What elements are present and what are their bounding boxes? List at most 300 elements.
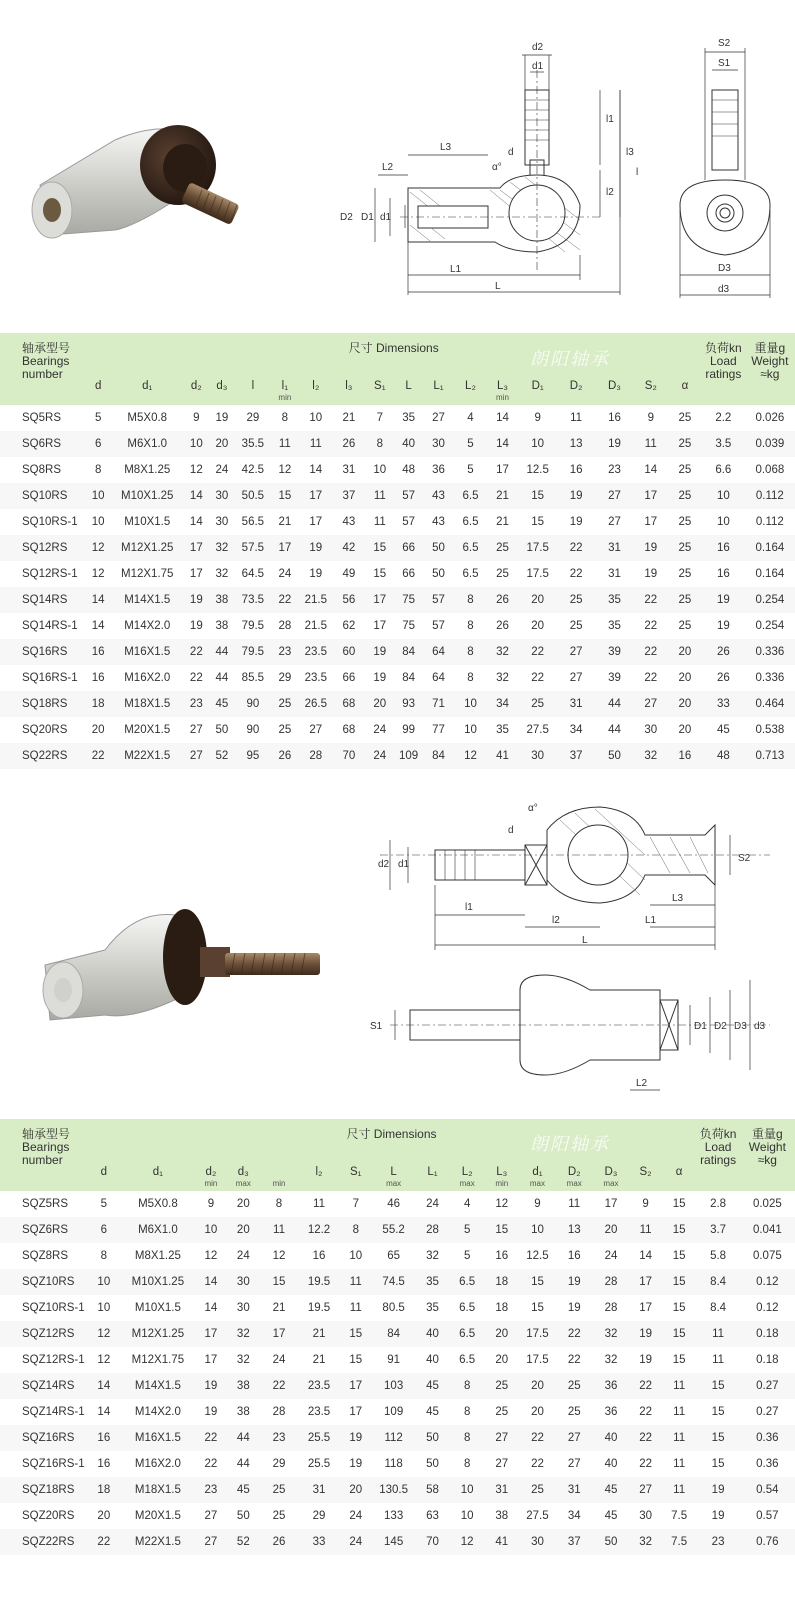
table-cell: M18X1.5 xyxy=(121,1477,195,1503)
bearing-model: SQZ12RS-1 xyxy=(22,1354,85,1366)
table-cell: 35 xyxy=(595,587,633,613)
table-row xyxy=(0,1503,795,1529)
product-photo-sqz xyxy=(35,895,330,1035)
table-cell: 37 xyxy=(557,743,595,769)
table-cell: 60 xyxy=(333,639,365,665)
table-cell: 9 xyxy=(207,1198,215,1210)
table-cell: 32 xyxy=(486,639,518,665)
bearing-model: SQZ6RS xyxy=(0,1217,87,1243)
table-cell: 6.6 xyxy=(715,464,732,476)
table-cell: 34 xyxy=(569,724,583,736)
bearing-model: SQ16RS-1 xyxy=(22,672,78,684)
table-cell: 32 xyxy=(227,1321,259,1347)
table-cell: 24 xyxy=(365,743,395,769)
table-row xyxy=(0,1191,795,1217)
label-S2-2: S2 xyxy=(738,853,751,864)
table-cell: 32 xyxy=(604,1354,618,1366)
table-cell: 8 xyxy=(340,1217,372,1243)
table-cell: 22 xyxy=(644,620,658,632)
table-cell: 22 xyxy=(195,1425,227,1451)
label-l: l xyxy=(636,167,639,178)
table-cell: 25 xyxy=(567,1406,581,1418)
table-cell: 8 xyxy=(100,1250,108,1262)
table-cell: 15 xyxy=(662,1217,697,1243)
table-cell: M20X1.5 xyxy=(124,724,171,736)
table-cell: 20 xyxy=(236,1198,250,1210)
table-cell: 15 xyxy=(519,1269,556,1295)
col-header: S₂ xyxy=(629,1149,661,1191)
table-cell: 25 xyxy=(495,1406,509,1418)
bearing-model: SQ14RS-1 xyxy=(22,620,78,632)
table-cell: 68 xyxy=(333,691,365,717)
table-row xyxy=(0,1477,795,1503)
table-cell: 22 xyxy=(85,743,111,769)
table-cell: 133 xyxy=(384,1510,404,1522)
table-cell: 7.5 xyxy=(671,1510,688,1522)
table-cell: M10X1.5 xyxy=(124,516,171,528)
table-cell: M12X1.25 xyxy=(111,535,184,561)
table-cell: 14 xyxy=(97,1406,111,1418)
table-row xyxy=(0,1243,795,1269)
table-cell: 18 xyxy=(495,1302,509,1314)
table-cell: 30 xyxy=(639,1510,652,1522)
table-cell: 8 xyxy=(450,1373,485,1399)
table-cell: 25 xyxy=(278,724,292,736)
table-cell: 31 xyxy=(342,464,356,476)
table-cell: 14 xyxy=(85,587,111,613)
table-cell: 12 xyxy=(97,1354,111,1366)
table-cell: M16X1.5 xyxy=(121,1425,195,1451)
table-cell: 6.5 xyxy=(459,1354,476,1366)
table-cell: 50 xyxy=(432,568,445,580)
table-cell: 27 xyxy=(595,483,633,509)
table-cell: 14 xyxy=(195,1269,227,1295)
table-cell: 15 xyxy=(518,483,556,509)
table-cell: 20 xyxy=(678,672,692,684)
table-cell: 12 xyxy=(189,464,203,476)
table-cell: 34 xyxy=(486,691,518,717)
table-cell: 11 xyxy=(313,1198,325,1210)
table-cell: 6.5 xyxy=(459,1302,476,1314)
bearing-model: SQ18RS xyxy=(0,691,85,717)
table-cell: 25.5 xyxy=(307,1458,331,1470)
table-cell: 16 xyxy=(702,535,745,561)
table-cell: 21 xyxy=(496,516,509,528)
table-cell: 24 xyxy=(373,724,387,736)
table-cell: 19 xyxy=(340,1425,372,1451)
table-cell: 27 xyxy=(634,691,668,717)
table-cell: 0.336 xyxy=(745,639,795,665)
table-cell: 50 xyxy=(236,1510,250,1522)
table-cell: 31 xyxy=(557,691,595,717)
table-cell: 22 xyxy=(556,1321,593,1347)
table-cell: 10 xyxy=(716,516,730,528)
table-cell: 30 xyxy=(209,483,235,509)
label-d1-side: d1 xyxy=(380,212,392,223)
table-cell: 38 xyxy=(236,1406,250,1418)
product-photo-sq xyxy=(20,110,265,260)
table-cell: 109 xyxy=(395,743,423,769)
label-D1: D1 xyxy=(361,212,374,223)
table-cell: 23 xyxy=(696,1529,739,1555)
table-cell: 20 xyxy=(91,724,105,736)
col-header: l xyxy=(235,363,271,405)
table-cell: 29 xyxy=(312,1510,326,1522)
table-cell: 8 xyxy=(454,639,486,665)
table-cell: 0.026 xyxy=(755,412,785,424)
table-row xyxy=(0,1269,795,1295)
table-cell: 0.713 xyxy=(745,743,795,769)
table-cell: 22 xyxy=(271,587,299,613)
table-cell: 27 xyxy=(204,1510,218,1522)
table-cell: 25 xyxy=(271,691,299,717)
table-cell: 30 xyxy=(518,743,556,769)
table-cell: 23 xyxy=(608,464,621,476)
table-row xyxy=(0,1529,795,1555)
table-cell: 20 xyxy=(518,587,556,613)
table-cell: 15 xyxy=(484,1217,519,1243)
table-cell: 52 xyxy=(209,743,235,769)
table-cell: 65 xyxy=(387,1250,401,1262)
table-cell: 8.4 xyxy=(696,1269,739,1295)
table-cell: M16X2.0 xyxy=(124,672,171,684)
table-cell: 28 xyxy=(415,1217,450,1243)
table-cell: 20 xyxy=(340,1477,372,1503)
bearing-model: SQ5RS xyxy=(22,412,61,424)
table-cell: 40 xyxy=(604,1458,618,1470)
table-cell: 0.254 xyxy=(745,587,795,613)
table-cell: 11 xyxy=(365,483,395,509)
table-cell: 4 xyxy=(463,1198,471,1210)
table-cell: 22 xyxy=(639,1406,652,1418)
table-cell: 16 xyxy=(608,412,621,424)
table-cell: 10 xyxy=(195,1217,227,1243)
table-cell: 23 xyxy=(271,639,299,665)
table-cell: 19 xyxy=(189,620,203,632)
table-cell: 64.5 xyxy=(241,568,265,580)
table-cell: 26 xyxy=(496,620,509,632)
table-cell: 0.12 xyxy=(740,1269,795,1295)
table-cell: 30 xyxy=(422,431,454,457)
table-row xyxy=(0,457,795,483)
table-cell: 25 xyxy=(668,535,702,561)
table-cell: 63 xyxy=(426,1510,439,1522)
table-cell: 4 xyxy=(467,412,474,424)
table-cell: 19 xyxy=(349,1458,363,1470)
table-row xyxy=(0,561,795,587)
table-cell: 15 xyxy=(531,1302,544,1314)
col-header: α xyxy=(662,1149,697,1191)
table-cell: 12.5 xyxy=(526,464,549,476)
table-cell: 19 xyxy=(365,639,395,665)
table-cell: 26 xyxy=(333,431,365,457)
table-cell: 31 xyxy=(484,1477,519,1503)
technical-drawing-sqz-top xyxy=(370,965,780,1105)
table-cell: 27.5 xyxy=(526,1510,549,1522)
label-L: L xyxy=(495,281,501,292)
table-cell: 16 xyxy=(716,568,730,580)
table-cell: 24 xyxy=(272,1354,286,1366)
col-header: L₁ xyxy=(415,1149,450,1191)
table-cell: 23.5 xyxy=(307,1406,331,1418)
col-header: L₂ max xyxy=(450,1149,485,1191)
table-cell: 12.5 xyxy=(526,1250,549,1262)
label-S2: S2 xyxy=(718,38,731,49)
table-cell: 19 xyxy=(696,1477,739,1503)
table-cell: 29 xyxy=(278,672,292,684)
table-cell: 130.5 xyxy=(372,1477,415,1503)
table-cell: 22 xyxy=(629,1373,661,1399)
table-cell: 19 xyxy=(639,1354,652,1366)
table-cell: 17.5 xyxy=(518,535,556,561)
table-cell: 11 xyxy=(662,1425,697,1451)
table-cell: 19 xyxy=(299,535,333,561)
table-cell: 109 xyxy=(384,1406,404,1418)
table-cell: 25 xyxy=(678,516,692,528)
col-header: S₂ xyxy=(634,363,668,405)
table-cell: 27 xyxy=(567,1458,581,1470)
table-cell: 10 xyxy=(702,483,745,509)
col-header: d xyxy=(85,363,111,405)
table-cell: 50 xyxy=(215,724,229,736)
table-cell: 11 xyxy=(299,431,333,457)
table-cell: M16X1.5 xyxy=(111,639,184,665)
col-header: l₁ min xyxy=(271,363,299,405)
table-cell: 25 xyxy=(519,1477,556,1503)
label-D3-2: D3 xyxy=(734,1021,747,1032)
table-cell: 3.5 xyxy=(702,431,745,457)
table-cell: M10X1.5 xyxy=(134,1302,181,1314)
table-cell: 6 xyxy=(85,431,111,457)
col-header: L xyxy=(395,363,423,405)
table-cell: 99 xyxy=(402,724,416,736)
table-cell: 25 xyxy=(557,587,595,613)
table-cell: 57 xyxy=(432,620,445,632)
table-cell: 14 xyxy=(496,412,509,424)
table-cell: 62 xyxy=(342,620,356,632)
table-cell: 45 xyxy=(209,691,235,717)
col-header-weight-2: 重量g Weight ≈kg xyxy=(740,1119,795,1191)
table-cell: 10 xyxy=(460,1510,474,1522)
table-cell: 22 xyxy=(189,672,203,684)
table-cell: 25 xyxy=(668,431,702,457)
table-cell: 36 xyxy=(593,1373,630,1399)
table-row xyxy=(0,587,795,613)
table-cell: 7 xyxy=(376,412,384,424)
table-cell: 17 xyxy=(644,516,658,528)
bearing-model: SQZ5RS xyxy=(22,1198,69,1210)
table-cell: 19.5 xyxy=(307,1302,331,1314)
table-cell: 26 xyxy=(260,1529,299,1555)
table-cell: 66 xyxy=(342,672,356,684)
table-cell: 57.5 xyxy=(235,535,271,561)
table-cell: 8 xyxy=(467,672,474,684)
table-cell: 19 xyxy=(557,483,595,509)
table-cell: 17 xyxy=(629,1269,661,1295)
table-cell: 30 xyxy=(215,516,229,528)
table-cell: 90 xyxy=(246,724,260,736)
table-cell: 10 xyxy=(97,1302,111,1314)
table-cell: 22 xyxy=(531,1458,544,1470)
table-cell: 15 xyxy=(365,535,395,561)
table-cell: 14 xyxy=(644,464,658,476)
table-cell: 12 xyxy=(85,535,111,561)
table-cell: 14 xyxy=(204,1302,218,1314)
table-cell: 52 xyxy=(227,1529,259,1555)
table-cell: 20 xyxy=(668,691,702,717)
table-cell: 22 xyxy=(519,1425,556,1451)
label-d2-2: d2 xyxy=(378,859,390,870)
table-cell: 66 xyxy=(402,568,416,580)
table-cell: 10 xyxy=(450,1477,485,1503)
table-cell: 22 xyxy=(569,568,583,580)
table-cell: 26 xyxy=(486,587,518,613)
table-cell: 32 xyxy=(634,743,668,769)
table-cell: 11 xyxy=(662,1373,697,1399)
table-cell: 5 xyxy=(454,431,486,457)
col-header-model-2: 轴承型号 Bearings number xyxy=(0,1119,87,1191)
table-cell: 0.76 xyxy=(740,1529,795,1555)
col-header: D₁ xyxy=(518,363,556,405)
table-cell: 20 xyxy=(519,1373,556,1399)
bearing-model: SQ22RS xyxy=(0,743,85,769)
table-cell: 11 xyxy=(634,431,668,457)
bearing-model: SQ10RS xyxy=(0,483,85,509)
bearing-model: SQZ22RS xyxy=(0,1529,87,1555)
table-cell: 24 xyxy=(349,1510,363,1522)
table-cell: 30 xyxy=(644,724,658,736)
table-cell: M5X0.8 xyxy=(138,1198,178,1210)
table-row xyxy=(0,639,795,665)
table-cell: 17.5 xyxy=(526,1354,549,1366)
table-cell: 10 xyxy=(87,1269,122,1295)
technical-drawing-sq-front xyxy=(670,30,780,305)
label-L3-2: L3 xyxy=(672,893,684,904)
table-cell: 85.5 xyxy=(241,672,265,684)
table-cell: 44 xyxy=(227,1425,259,1451)
table-cell: 24 xyxy=(236,1250,250,1262)
table-cell: 7 xyxy=(352,1198,359,1210)
table-row xyxy=(0,665,795,691)
table-row xyxy=(0,509,795,535)
dimensions-title: 尺寸 Dimensions xyxy=(85,333,702,363)
table-cell: 0.164 xyxy=(755,568,785,580)
table-cell: 26 xyxy=(271,743,299,769)
table-cell: 19 xyxy=(567,1302,581,1314)
table-cell: 44 xyxy=(236,1458,250,1470)
table-cell: 17 xyxy=(340,1373,372,1399)
table-cell: 84 xyxy=(402,672,416,684)
table-cell: 38 xyxy=(215,620,229,632)
table-cell: 5 xyxy=(463,1250,471,1262)
table-cell: 6.5 xyxy=(454,535,486,561)
table-cell: 0.27 xyxy=(756,1406,779,1418)
technical-drawing-sqz-side xyxy=(370,795,780,960)
table-cell: 30 xyxy=(519,1529,556,1555)
table-cell: 0.336 xyxy=(755,672,785,684)
label-l2: l2 xyxy=(606,187,614,198)
table-cell: 50 xyxy=(595,743,633,769)
table-cell: 19.5 xyxy=(298,1269,339,1295)
table-cell: M12X1.25 xyxy=(121,1321,195,1347)
table-cell: M6X1.0 xyxy=(111,431,184,457)
table-cell: 21 xyxy=(298,1321,339,1347)
table-cell: 18 xyxy=(85,691,111,717)
table-cell: 75 xyxy=(395,587,423,613)
table-cell: 22 xyxy=(557,535,595,561)
table-cell: M10X1.25 xyxy=(121,1269,195,1295)
table-cell: 15 xyxy=(340,1321,372,1347)
table-cell: 23.5 xyxy=(304,672,327,684)
table-cell: 35 xyxy=(426,1302,439,1314)
table-cell: 45 xyxy=(227,1477,259,1503)
table-cell: 57 xyxy=(402,516,416,528)
table-cell: 39 xyxy=(595,639,633,665)
table-cell: 5 xyxy=(450,1217,485,1243)
bearing-model: SQZ14RS-1 xyxy=(22,1406,85,1418)
table-cell: 3.7 xyxy=(696,1217,739,1243)
label-L1: L1 xyxy=(450,264,462,275)
table-cell: 35 xyxy=(608,620,621,632)
table-cell: 22 xyxy=(204,1458,218,1470)
table-cell: 9 xyxy=(642,1198,649,1210)
table-cell: 38 xyxy=(227,1373,259,1399)
table-row xyxy=(0,535,795,561)
table-cell: 43 xyxy=(342,516,356,528)
table-cell: 17 xyxy=(349,1406,363,1418)
table-cell: 28 xyxy=(604,1302,618,1314)
table-cell: 19 xyxy=(373,672,387,684)
table-cell: 21 xyxy=(342,412,356,424)
table-cell: 24 xyxy=(215,464,229,476)
col-header: S₁ xyxy=(365,363,395,405)
table-cell: 11 xyxy=(373,516,386,528)
table-cell: M14X1.5 xyxy=(121,1373,195,1399)
label-S1-2: S1 xyxy=(370,1021,383,1032)
table-cell: 21.5 xyxy=(304,620,327,632)
table-row xyxy=(0,1451,795,1477)
sq-dimensions-table xyxy=(0,333,795,769)
label-d3-2: d3 xyxy=(754,1021,766,1032)
table-cell: 25 xyxy=(518,691,556,717)
table-cell: 33 xyxy=(298,1529,339,1555)
table-cell: 28 xyxy=(593,1269,630,1295)
table-cell: 8 xyxy=(365,431,395,457)
table-cell: M22X1.5 xyxy=(121,1529,195,1555)
label-S1: S1 xyxy=(718,58,731,69)
bearing-model: SQ14RS xyxy=(0,587,85,613)
table-cell: 35 xyxy=(402,412,416,424)
table-cell: 19 xyxy=(644,568,658,580)
table-cell: 38 xyxy=(495,1510,509,1522)
table-cell: 16 xyxy=(569,464,583,476)
bearing-model: SQ16RS xyxy=(0,639,85,665)
table-cell: 10 xyxy=(373,464,387,476)
table-cell: 5 xyxy=(100,1198,108,1210)
table-cell: 17 xyxy=(189,568,203,580)
table-cell: 32 xyxy=(215,568,229,580)
table-cell: 15 xyxy=(672,1250,686,1262)
table-cell: 32 xyxy=(593,1321,630,1347)
table-cell: 28 xyxy=(272,1406,286,1418)
label-d-2: d xyxy=(508,825,514,836)
table-cell: 90 xyxy=(235,691,271,717)
table-cell: 22 xyxy=(518,639,556,665)
table-cell: 6.5 xyxy=(450,1321,485,1347)
table-cell: 55.2 xyxy=(372,1217,415,1243)
table-cell: 45 xyxy=(593,1477,630,1503)
table-cell: 17 xyxy=(184,535,210,561)
